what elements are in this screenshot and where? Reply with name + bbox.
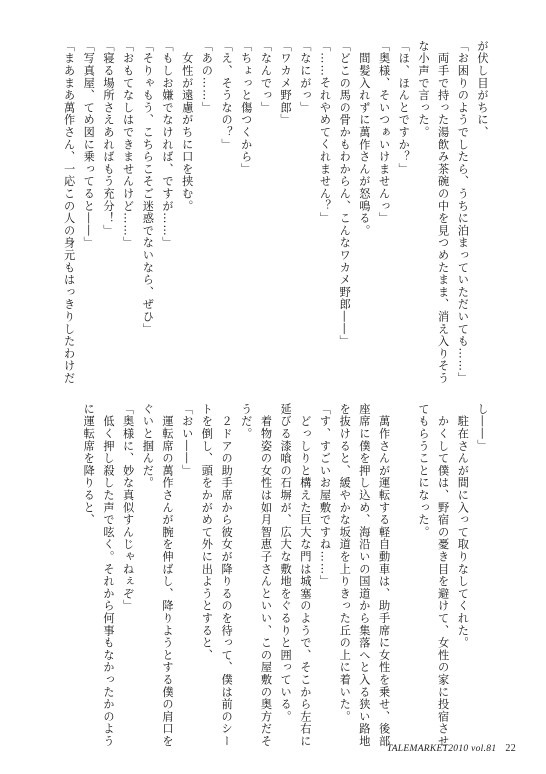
text-column: 「ほ、ほんとですか？」 <box>397 40 411 176</box>
text-column: 「ワカメ野郎」 <box>279 40 293 127</box>
text-column: 「もしお嫌でなければ、ですが……」 <box>161 40 174 250</box>
text-column: どっしりと構えた巨大な門は城塞のようで、そこから左右に <box>298 403 312 748</box>
text-column: 「え、そうなの？」 <box>220 40 234 151</box>
text-column: が伏し目がちに、 <box>476 40 489 139</box>
text-column: 「写真屋、てめ図に乗ってると――」 <box>82 40 96 250</box>
text-column: かくして僕は、野宿の憂き目を避けて、女性の家に投宿させ <box>436 403 450 748</box>
text-column: し――」 <box>476 403 489 453</box>
text-column: トを倒し、頭をかがめて外に出ようとすると、 <box>200 403 214 662</box>
text-column: 「なにがっ」 <box>298 40 312 114</box>
text-column: 「お困りのようでしたら、うちに泊まっていただいても……」 <box>456 40 470 385</box>
text-column: 「ちょっと傷つくから」 <box>239 40 253 176</box>
page-number: 22 <box>505 743 516 754</box>
text-column: な小声で言った。 <box>416 40 430 139</box>
text-column: 座席に僕を押し込め、海沿いの国道から集落へと入る狭い路地 <box>357 403 371 748</box>
magazine-name: TALEMARKET2010 vol.81 <box>386 744 497 754</box>
text-column: てもらうことになった。 <box>416 403 430 539</box>
text-column: ２ドアの助手席から彼女が降りるのを待って、僕は前のシー <box>220 403 234 748</box>
text-column: 「おもてなしはできませんけど……」 <box>121 40 135 250</box>
text-column: 「おい――」 <box>180 403 194 477</box>
text-column <box>395 403 410 733</box>
text-column: 「奥様、そいつぁいけませんっ」 <box>377 40 391 225</box>
upper-text-block <box>55 40 489 385</box>
text-column: 低く押し殺した声で呟く。それから何事もなかったかのよう <box>101 403 115 748</box>
text-column: 間髪入れずに萬作さんが怒鳴る。 <box>357 40 371 237</box>
text-column: 「そりゃもう、こちらこそご迷惑でないなら、ぜひ」 <box>141 40 155 336</box>
text-column: 「寝る場所さえあればもう充分！」 <box>101 40 115 237</box>
text-column: 運転席の萬作さんが腕を伸ばし、降りようとする僕の肩口を <box>161 403 174 748</box>
text-column: 萬作さんが運転する軽自動車は、助手席に女性を乗せ、後部 <box>377 403 391 748</box>
text-column: 「どこの馬の骨かもわからん、こんなワカメ野郎――」 <box>338 40 352 348</box>
text-column: 延びる漆喰の石塀が、広大な敷地をぐるりと囲っている。 <box>279 403 293 723</box>
page-footer <box>387 743 516 754</box>
text-column: に運転席を降りると、 <box>82 403 96 526</box>
text-column: 駐在さんが間に入って取りなしてくれた。 <box>456 403 470 649</box>
text-column: 「まあまあ萬作さん、一応この人の身元もはっきりしたわけだ <box>62 40 76 385</box>
text-column: 両手で持った湯飲み茶碗の中を見つめたまま、消え入りそう <box>436 40 450 385</box>
text-column: 「……それやめてくれません？」 <box>318 40 332 225</box>
text-column: を抜けると、緩やかな坂道を上りきった丘の上に着いた。 <box>338 403 352 723</box>
text-column: 着物姿の女性は如月智恵子さんといい、この屋敷の奥方だそ <box>259 403 273 748</box>
text-column: 「奥様に、妙な真似すんじゃねぇぞ」 <box>121 403 135 613</box>
text-column: ぐいと掴んだ。 <box>141 403 155 490</box>
text-column: 「なんでっ」 <box>259 40 273 114</box>
lower-text-block <box>75 403 489 748</box>
text-column: 「あの……」 <box>200 40 214 114</box>
text-column: 「す、すごいお屋敷ですね……」 <box>318 403 332 588</box>
text-column: 女性が遠慮がちに口を挟む。 <box>180 40 194 213</box>
text-column: うだ。 <box>239 403 253 440</box>
